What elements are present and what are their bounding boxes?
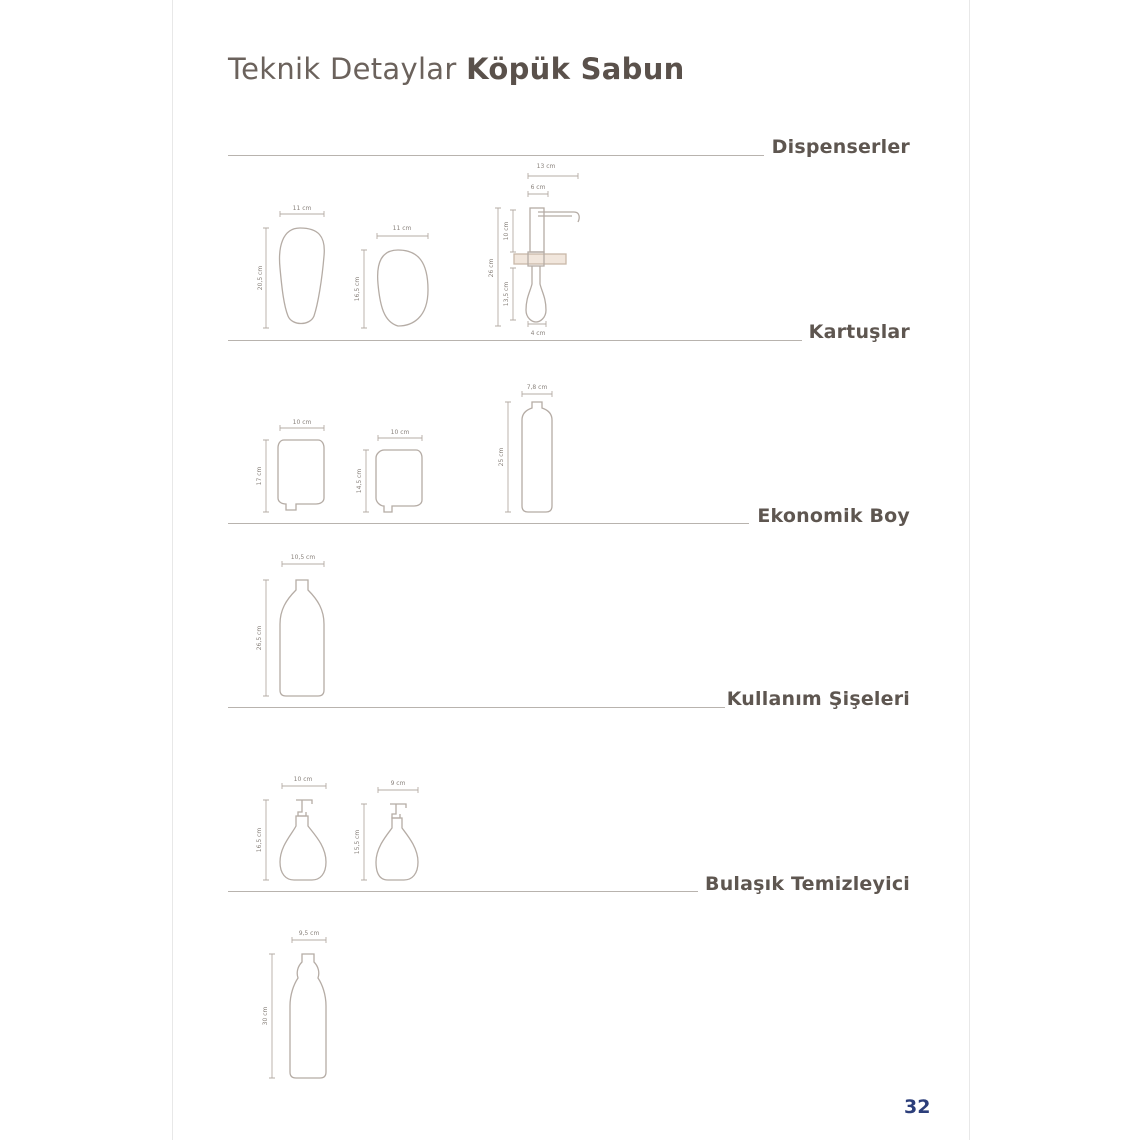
- use-bottle-1-height-label: 16,5 cm: [256, 827, 263, 853]
- dispenser-2-width-label: 11 cm: [392, 225, 412, 232]
- dish-bottle-drawing: [262, 930, 326, 1078]
- cartridge-2-width-label: 10 cm: [390, 429, 410, 436]
- cartridge-3-drawing: [498, 384, 552, 512]
- section-label-kullanim-siseleri: Kullanım Şişeleri: [726, 688, 910, 710]
- dispenser-1-width-label: 11 cm: [292, 205, 312, 212]
- dispenser-3-total-height-label: 26 cm: [488, 258, 495, 278]
- title-regular: Teknik Detaylar: [228, 52, 457, 86]
- cartridge-2-drawing: [356, 429, 422, 512]
- title-bold: Köpük Sabun: [466, 52, 685, 86]
- dish-bottle-height-label: 30 cm: [262, 1006, 269, 1026]
- use-bottle-1-drawing: [256, 776, 326, 880]
- use-bottle-2-width-label: 9 cm: [390, 780, 406, 787]
- dispenser-3-top-height-label: 10 cm: [503, 221, 510, 241]
- cartridge-2-height-label: 14,5 cm: [356, 468, 363, 494]
- use-bottle-2-drawing: [354, 780, 418, 880]
- economic-bottle-height-label: 26,5 cm: [256, 625, 263, 651]
- economic-bottle-width-label: 10,5 cm: [290, 554, 316, 561]
- dispenser-1-height-label: 20,5 cm: [257, 265, 264, 291]
- dispenser-3-drawing: [488, 163, 579, 337]
- cartridge-1-width-label: 10 cm: [292, 419, 312, 426]
- cartridge-1-height-label: 17 cm: [256, 466, 263, 486]
- dispenser-3-top-width-label: 6 cm: [530, 184, 546, 191]
- dispenser-2-drawing: [354, 225, 428, 328]
- section-label-kartuslar: Kartuşlar: [808, 321, 910, 343]
- economic-bottle-drawing: [256, 554, 324, 696]
- dispenser-3-total-width-label: 13 cm: [536, 163, 556, 170]
- cartridge-1-drawing: [256, 419, 324, 512]
- section-label-bulasik-temizleyici: Bulaşık Temizleyici: [705, 873, 910, 895]
- page-number: 32: [904, 1096, 931, 1118]
- cartridge-3-width-label: 7,8 cm: [526, 384, 548, 391]
- dish-bottle-width-label: 9,5 cm: [298, 930, 320, 937]
- section-label-dispenserler: Dispenserler: [771, 136, 910, 158]
- section-label-ekonomik-boy: Ekonomik Boy: [757, 505, 910, 527]
- dispenser-2-height-label: 16,5 cm: [354, 276, 361, 302]
- dispenser-3-bottom-width-label: 4 cm: [530, 330, 546, 337]
- use-bottle-2-height-label: 15,5 cm: [354, 829, 361, 855]
- use-bottle-1-width-label: 10 cm: [293, 776, 313, 783]
- dispenser-3-bottom-height-label: 13,5 cm: [503, 281, 510, 307]
- cartridge-3-height-label: 25 cm: [498, 447, 505, 467]
- dispenser-1-drawing: [257, 205, 324, 328]
